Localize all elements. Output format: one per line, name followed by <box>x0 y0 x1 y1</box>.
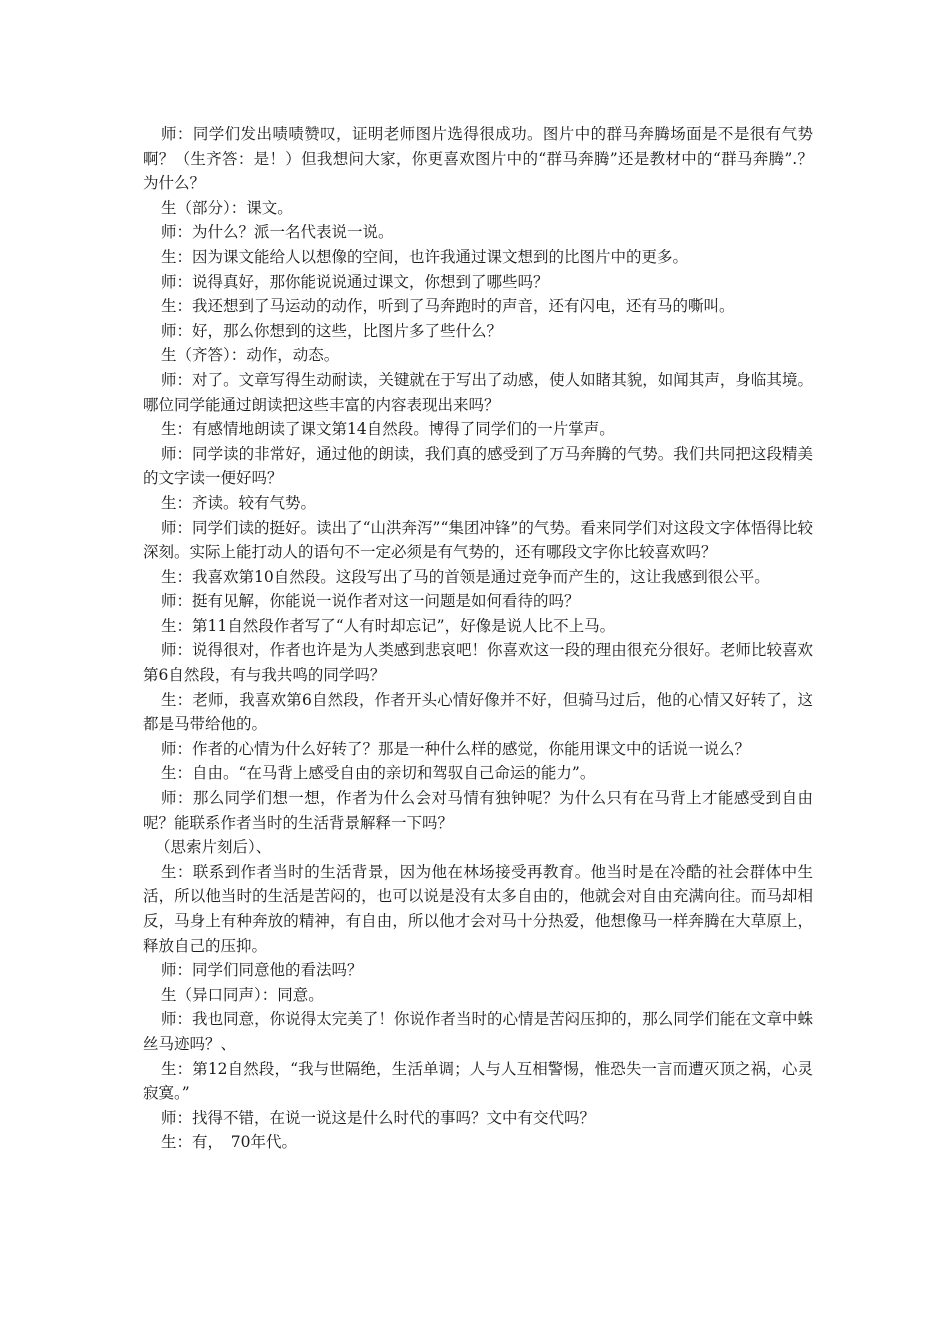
paragraph: 生：齐读。较有气势。 <box>161 493 317 512</box>
paragraph: 生（异口同声）：同意。 <box>161 985 324 1004</box>
paragraph: 生：因为课文能给人以想像的空间，也许我通过课文想到的比图片中的更多。 <box>161 247 689 266</box>
paragraph: 生：有， 70年代。 <box>161 1133 297 1152</box>
paragraph: 师：好，那么你想到的这些，比图片多了些什么？ <box>161 321 503 340</box>
paragraph: 师：对了。文章写得生动耐读，关键就在于写出了动感，使人如睹其貌，如闻其声，身临其境。哪位同学能通过朗读把这些丰富的内容表现出来吗？ <box>143 370 813 414</box>
paragraph: 师：找得不错，在说一说这是什么时代的事吗？文中有交代吗？ <box>161 1108 596 1127</box>
paragraph: 师：挺有见解，你能说一说作者对这一问题是如何看待的吗？ <box>161 592 580 611</box>
paragraph: 师：同学读的非常好，通过他的朗读，我们真的感受到了万马奔腾的气势。我们共同把这段精美的文字读一便好吗？ <box>143 444 813 488</box>
paragraph: 师：作者的心情为什么好转了？那是一种什么样的感觉，你能用课文中的话说一说么？ <box>161 739 751 758</box>
paragraph: 生：联系到作者当时的生活背景，因为他在林场接受再教育。他当时是在冷酷的社会群体中生活，所以他当时的生活是苦闷的，也可以说是没有太多自由的，他就会对自由充满向往。而马却相反，马身上有种奔放的精神，有自由，所以他才会对马十分热爱，他想像马一样奔腾在大草原上，释放自己的压抑。 <box>143 862 813 955</box>
paragraph: 生（齐答）：动作，动态。 <box>161 346 340 365</box>
paragraph: 生：老师，我喜欢第6自然段，作者开头心情好像并不好，但骑马过后，他的心情又好转了，这都是马带给他的。 <box>143 690 813 734</box>
paragraph: 生：第11自然段作者写了“人有时却忘记”，好像是说人比不上马。 <box>161 616 616 635</box>
paragraph: 生：我还想到了马运动的动作，听到了马奔跑时的声音，还有闪电，还有马的嘶叫。 <box>161 297 735 316</box>
paragraph: 师：同学们读的挺好。读出了“山洪奔泻”“集团冲锋”的气势。看来同学们对这段文字体悟得比较深刻。实际上能打动人的语句不一定必须是有气势的，还有哪段文字你比较喜欢吗？ <box>143 518 813 562</box>
paragraph: 生（部分）：课文。 <box>161 198 293 217</box>
paragraph: 师：我也同意，你说得太完美了！你说作者当时的心情是苦闷压抑的，那么同学们能在文章中蛛丝马迹吗？、 <box>143 1010 813 1053</box>
paragraph: 生：自由。“在马背上感受自由的亲切和驾驭自己命运的能力”。 <box>161 764 596 783</box>
paragraph: 师：说得很对，作者也许是为人类感到悲哀吧！你喜欢这一段的理由很充分很好。老师比较喜欢第6自然段，有与我共鸣的同学吗？ <box>143 641 813 685</box>
paragraph: 师：同学们同意他的看法吗？ <box>161 961 363 980</box>
paragraph: 师：为什么？派一名代表说一说。 <box>161 223 394 242</box>
document-page <box>143 122 813 1155</box>
paragraph: 生：有感情地朗读了课文第14自然段。博得了同学们的一片掌声。 <box>161 420 615 439</box>
paragraph: 生：第12自然段，“我与世隔绝，生活单调；人与人互相警惕，惟恐失一言而遭灭顶之祸，心灵寂寞。” <box>143 1059 813 1103</box>
paragraph: 师：说得真好，那你能说说通过课文，你想到了哪些吗？ <box>161 272 549 291</box>
paragraph: （思索片刻后）、 <box>155 838 272 857</box>
paragraph: 师：那么同学们想一想，作者为什么会对马情有独钟呢？为什么只有在马背上才能感受到自由呢？能联系作者当时的生活背景解释一下吗？ <box>143 789 813 832</box>
paragraph: 生：我喜欢第10自然段。这段写出了马的首领是通过竞争而产生的，这让我感到很公平。 <box>161 567 770 586</box>
paragraph: 师：同学们发出啧啧赞叹，证明老师图片选得很成功。图片中的群马奔腾场面是不是很有气势啊？（生齐答：是！）但我想问大家，你更喜欢图片中的“群马奔腾”还是教材中的“群马奔腾”.？为什么？ <box>143 125 813 193</box>
